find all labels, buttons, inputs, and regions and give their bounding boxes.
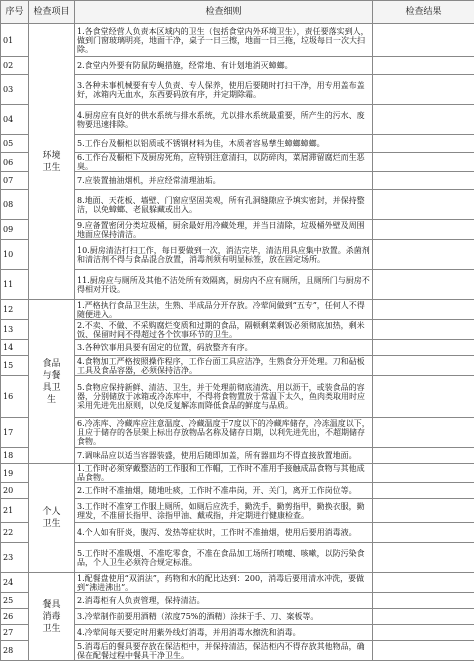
result-cell[interactable]: [373, 135, 474, 153]
header-detail: 检查细则: [75, 1, 373, 24]
row-number: 11: [1, 270, 29, 300]
detail-cell: 7.应装置抽油烟机，并应经常清理油垢。: [75, 172, 373, 190]
result-cell[interactable]: [373, 153, 474, 172]
row-number: 21: [1, 499, 29, 523]
detail-cell: 6.工作台及橱柜下及厨房死角，应特别注意清扫，以防碎肉，菜屑滞留腐烂而生恶臭。: [75, 153, 373, 172]
row-number: 10: [1, 240, 29, 270]
detail-cell: 2.工作时不准抽烟，随地吐痰，工作时不准串岗，开、关门，离开工作岗位等。: [75, 483, 373, 499]
result-cell[interactable]: [373, 220, 474, 240]
detail-cell: 3.冷荤制作前要用酒精（浓度75%的酒精）涂抹于手、刀、案板等。: [75, 609, 373, 625]
row-number: 24: [1, 573, 29, 593]
row-number: 09: [1, 220, 29, 240]
detail-cell: 1.工作时必须穿戴整洁的工作服和工作帽，工作时不准用手接触成品食物与其他成品食物。: [75, 464, 373, 483]
category-label: 食品与餐具卫生: [41, 358, 63, 406]
detail-cell: 6.冷冻库、冷藏库应注意温度、冷藏温度于7度以下的冷藏库储存，冷冻温度以下，且应于储存的各层架上标出存放物品名称及储存日期，以利先进先出，不超期储存食物。: [75, 418, 373, 448]
header-item: 检查项目: [29, 1, 75, 24]
detail-cell: 2.食堂内外要有防鼠防蝇措施，经常地、有计划地消灭蟑螂。: [75, 57, 373, 75]
result-cell[interactable]: [373, 75, 474, 105]
result-cell[interactable]: [373, 24, 474, 57]
detail-cell: 3.各种饮事用具要有固定的位置，码放整齐有序。: [75, 340, 373, 356]
result-cell[interactable]: [373, 418, 474, 448]
result-cell[interactable]: [373, 593, 474, 609]
result-cell[interactable]: [373, 320, 474, 340]
result-cell[interactable]: [373, 641, 474, 661]
row-number: 06: [1, 153, 29, 172]
detail-cell: 11.厨房应与厕所及其他不洁处所有效隔离，厨房内不应有厕所，且厕所门与厨房不得相对开设。: [75, 270, 373, 300]
row-number: 07: [1, 172, 29, 190]
detail-cell: 2.不卖、不做、不采购腐烂变质和过期的食品，隔顿剩菜剩饭必须彻底加热，剩米饭、保留时间不得超过各个饮事环节的卫生。: [75, 320, 373, 340]
result-cell[interactable]: [373, 464, 474, 483]
detail-cell: 1.严格执行食品卫生法，生熟、半成品分开存放。冷荤间做到“五专”，任何人不得随便进入。: [75, 300, 373, 320]
detail-cell: 2.消毒柜有人负责管理，保持清洁。: [75, 593, 373, 609]
detail-cell: 5.工作台及橱柜以铝质或不锈钢材料为佳，木质者容易孳生蟑螂蟑螂。: [75, 135, 373, 153]
row-number: 17: [1, 418, 29, 448]
row-number: 05: [1, 135, 29, 153]
result-cell[interactable]: [373, 376, 474, 418]
row-number: 25: [1, 593, 29, 609]
detail-cell: 10.厨房清洁打扫工作，每日要做到一次，消洁完毕，清洁用具应集中放置。杀菌剂和清洁剂不得与食品混合放置，消毒剂须有明显标签，放在固定场所。: [75, 240, 373, 270]
result-cell[interactable]: [373, 172, 474, 190]
row-number: 16: [1, 376, 29, 418]
category-cell: [29, 464, 75, 573]
detail-cell: 5.工作时不准吸烟、不准吃零食，不准在食品加工场所打喷嚏、咳嗽，以防污染食品，个人卫生必须符合规定标准。: [75, 543, 373, 573]
category-label: 个人卫生: [41, 506, 63, 530]
detail-cell: 4.冷荤间每天要定时用紫外线灯消毒，并用消毒水擦洗和消毒。: [75, 625, 373, 641]
row-number: 02: [1, 57, 29, 75]
category-label: 餐具消毒卫生: [41, 599, 63, 635]
row-number: 12: [1, 300, 29, 320]
detail-cell: 4.食物加工严格按照操作程序，工作台面工具应洁净，生熟食分开处理。刀和砧板工具及食品容器，必须保持洁净。: [75, 356, 373, 376]
result-cell[interactable]: [373, 625, 474, 641]
result-cell[interactable]: [373, 483, 474, 499]
table-row: [1, 573, 474, 593]
detail-cell: 9.应备置密闭分类垃圾桶，厨余最好用冷藏处理，并当日清除，垃圾桶外壁及周围地面应保持清洁。: [75, 220, 373, 240]
result-cell[interactable]: [373, 190, 474, 220]
result-cell[interactable]: [373, 240, 474, 270]
detail-cell: 8.地面、天花板、墙壁、门窗应坚固美观，所有孔洞缝隙应予填实密封，并保持整洁，以免蟑螂、老鼠躲藏或出入。: [75, 190, 373, 220]
detail-cell: 4.个人如有肝炎，腹泻、发热等症状时，工作时不准抽烟，使用后要用消毒液。: [75, 523, 373, 543]
result-cell[interactable]: [373, 523, 474, 543]
detail-cell: 1.各食堂经营人负责本区域内的卫生（包括食堂内外环境卫生），责任要落实到人，做到门窗玻璃明亮，地面干净，桌子一日三擦，地面一日三拖，垃圾每日一次大扫除。: [75, 24, 373, 57]
detail-cell: 1.配餐盘使用“双消法”，药物和水的配比达到：200，消毒后要用清水冲洗，要做到“沸进沸出”。: [75, 573, 373, 593]
result-cell[interactable]: [373, 300, 474, 320]
table-row: [1, 24, 474, 57]
result-cell[interactable]: [373, 543, 474, 573]
result-cell[interactable]: [373, 609, 474, 625]
detail-cell: 7.调味品应以适当容器装盛，使用后随即加盖，所有器皿均不得直接放置地面。: [75, 448, 373, 464]
table-row: [1, 464, 474, 483]
row-number: 13: [1, 320, 29, 340]
detail-cell: 3.工作时不准穿工作服上厕所，如厕后应洗手，勤洗手，勤剪指甲，勤换衣服，勤理发，不准留长指甲、涂指甲油、戴戒指，并定期进行健康检查。: [75, 499, 373, 523]
row-number: 18: [1, 448, 29, 464]
row-number: 23: [1, 543, 29, 573]
category-cell: [29, 300, 75, 464]
row-number: 01: [1, 24, 29, 57]
row-number: 27: [1, 625, 29, 641]
detail-cell: 5.食物应保持新鲜、清洁、卫生，并于处理前彻底清洗、用以沥干，或装食品的容器，分别储放于冰箱或冷冻库中，不得将食物置放于常温下太久，鱼肉类取用时应采用先进先出原则，以免反复解冻而降低食品的鲜度与品质。: [75, 376, 373, 418]
category-cell: [29, 24, 75, 300]
result-cell[interactable]: [373, 356, 474, 376]
row-number: 22: [1, 523, 29, 543]
table-row: [1, 300, 474, 320]
row-number: 03: [1, 75, 29, 105]
row-number: 04: [1, 105, 29, 135]
category-label: 环境卫生: [41, 150, 63, 174]
row-number: 08: [1, 190, 29, 220]
row-number: 28: [1, 641, 29, 661]
row-number: 20: [1, 483, 29, 499]
result-cell[interactable]: [373, 105, 474, 135]
header-row: [1, 1, 474, 24]
row-number: 26: [1, 609, 29, 625]
result-cell[interactable]: [373, 499, 474, 523]
row-number: 14: [1, 340, 29, 356]
result-cell[interactable]: [373, 573, 474, 593]
category-cell: [29, 573, 75, 661]
header-result: 检查结果: [373, 1, 474, 24]
result-cell[interactable]: [373, 340, 474, 356]
result-cell[interactable]: [373, 270, 474, 300]
result-cell[interactable]: [373, 57, 474, 75]
detail-cell: 4.厨房应有良好的供水系统与排水系统，尤以排水系统最重要，所产生的污水、废物要迅速排除。: [75, 105, 373, 135]
detail-cell: 3.各种未事机械要有专人负责、专人保养，使用后要随时打扫干净，用专用盖布盖好，冰箱内无血水，东西要码放有序，并定期除霜。: [75, 75, 373, 105]
header-no: 序号: [1, 1, 29, 24]
detail-cell: 5.消毒后的餐具要存放在保洁柜中，并保持清洁，保洁柜内不得存放其他物品，确保在配餐过程中餐具干净卫生。: [75, 641, 373, 661]
result-cell[interactable]: [373, 448, 474, 464]
row-number: 15: [1, 356, 29, 376]
row-number: 19: [1, 464, 29, 483]
